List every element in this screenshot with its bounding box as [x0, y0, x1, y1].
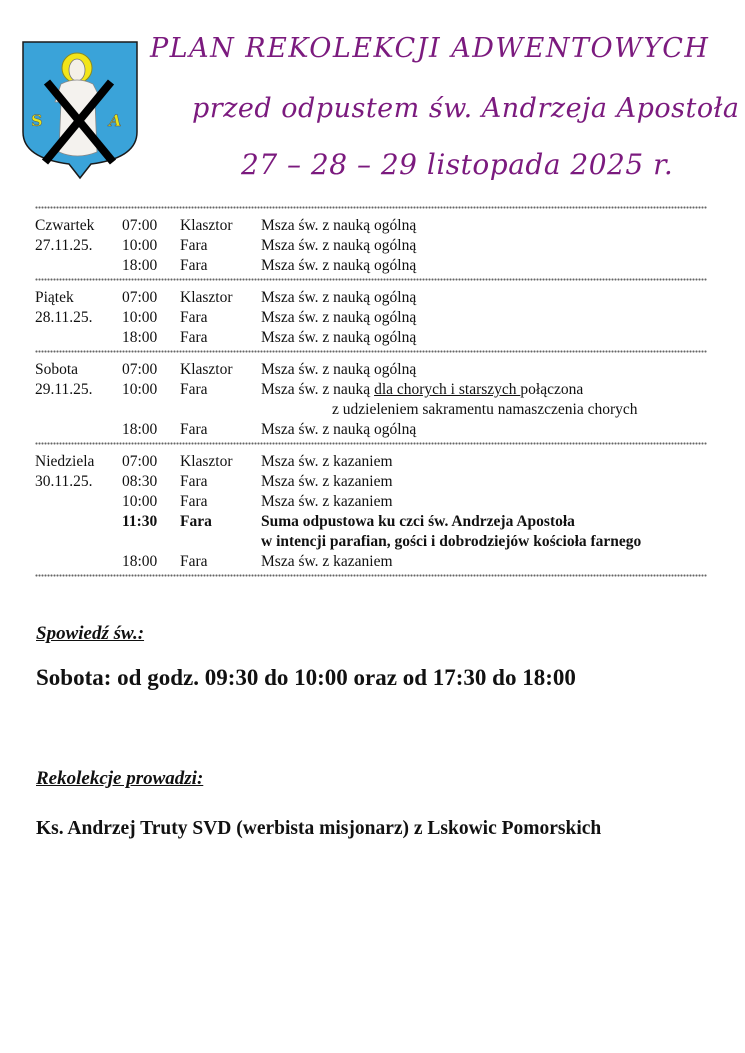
confession-hours: Sobota: od godz. 09:30 do 10:00 oraz od 17:30 do 18:00 — [36, 665, 576, 690]
description: Msza św. z nauką ogólną — [261, 257, 417, 274]
title-main: PLAN REKOLEKCJI ADWENTOWYCH — [150, 33, 710, 64]
time: 07:00 — [122, 453, 158, 470]
leader-name: Ks. Andrzej Truty SVD (werbista misjonarz) z Lskowic Pomorskich — [36, 818, 602, 839]
day-date: 28.11.25. — [35, 309, 93, 326]
description: Msza św. z kazaniem — [261, 473, 393, 490]
description-suffix: połączona — [520, 381, 584, 398]
time: 18:00 — [122, 421, 158, 438]
separator — [35, 350, 707, 353]
time: 07:00 — [122, 217, 158, 234]
day-date: 27.11.25. — [35, 237, 93, 254]
description: Msza św. z nauką ogólną — [261, 217, 417, 234]
description: Msza św. z nauką ogólną — [261, 421, 417, 438]
place: Fara — [180, 329, 208, 346]
place: Fara — [180, 309, 208, 326]
description-prefix: Msza św. z nauką — [261, 381, 375, 398]
place: Klasztor — [180, 453, 233, 470]
day-date: 30.11.25. — [35, 473, 93, 490]
description: Msza św. z kazaniem — [261, 493, 393, 510]
place: Fara — [180, 381, 208, 398]
description: Msza św. z nauką ogólną — [261, 309, 417, 326]
description: Suma odpustowa ku czci św. Andrzeja Apostoła — [261, 513, 575, 530]
place: Fara — [180, 421, 208, 438]
time: 08:30 — [122, 473, 158, 490]
time: 10:00 — [122, 237, 158, 254]
crest-letter-right: A — [109, 111, 122, 130]
description: Msza św. z kazaniem — [261, 553, 393, 570]
saint-head — [69, 59, 85, 81]
place: Fara — [180, 513, 212, 530]
description-underlined: dla chorych i starszych — [374, 381, 521, 398]
place: Fara — [180, 553, 208, 570]
place: Fara — [180, 473, 208, 490]
description-line-2: w intencji parafian, gości i dobrodziejów kościoła farnego — [261, 533, 642, 550]
time: 07:00 — [122, 289, 158, 306]
description: Msza św. z nauką ogólną — [261, 361, 417, 378]
day-date: 29.11.25. — [35, 381, 93, 398]
time: 10:00 — [122, 493, 158, 510]
separator — [35, 278, 707, 281]
description: Msza św. z nauką ogólną — [261, 237, 417, 254]
confession-heading: Spowiedź św.: — [36, 623, 145, 644]
place: Klasztor — [180, 361, 233, 378]
description — [261, 380, 583, 400]
time: 18:00 — [122, 329, 158, 346]
time: 18:00 — [122, 257, 158, 274]
crest-letter-left: S — [31, 111, 43, 130]
time: 10:00 — [122, 381, 158, 398]
place: Fara — [180, 493, 208, 510]
separator — [35, 206, 707, 209]
title-dates: 27 – 28 – 29 listopada 2025 r. — [241, 148, 674, 181]
coat-of-arms-icon — [21, 40, 139, 180]
day-name: Sobota — [35, 361, 79, 378]
title-subtitle: przed odpustem św. Andrzeja Apostoła — [192, 93, 740, 124]
day-name: Niedziela — [35, 453, 95, 470]
place: Klasztor — [180, 289, 233, 306]
place: Klasztor — [180, 217, 233, 234]
place: Fara — [180, 257, 208, 274]
time: 07:00 — [122, 361, 158, 378]
place: Fara — [180, 237, 208, 254]
description-line-2: z udzieleniem sakramentu namaszczenia chorych — [332, 401, 638, 418]
day-name: Piątek — [35, 289, 74, 306]
separator — [35, 442, 707, 445]
leader-heading: Rekolekcje prowadzi: — [36, 768, 204, 789]
day-name: Czwartek — [35, 217, 95, 234]
description: Msza św. z nauką ogólną — [261, 329, 417, 346]
time: 10:00 — [122, 309, 158, 326]
time: 11:30 — [122, 513, 158, 530]
time: 18:00 — [122, 553, 158, 570]
description: Msza św. z nauką ogólną — [261, 289, 417, 306]
description: Msza św. z kazaniem — [261, 453, 393, 470]
separator — [35, 574, 707, 577]
